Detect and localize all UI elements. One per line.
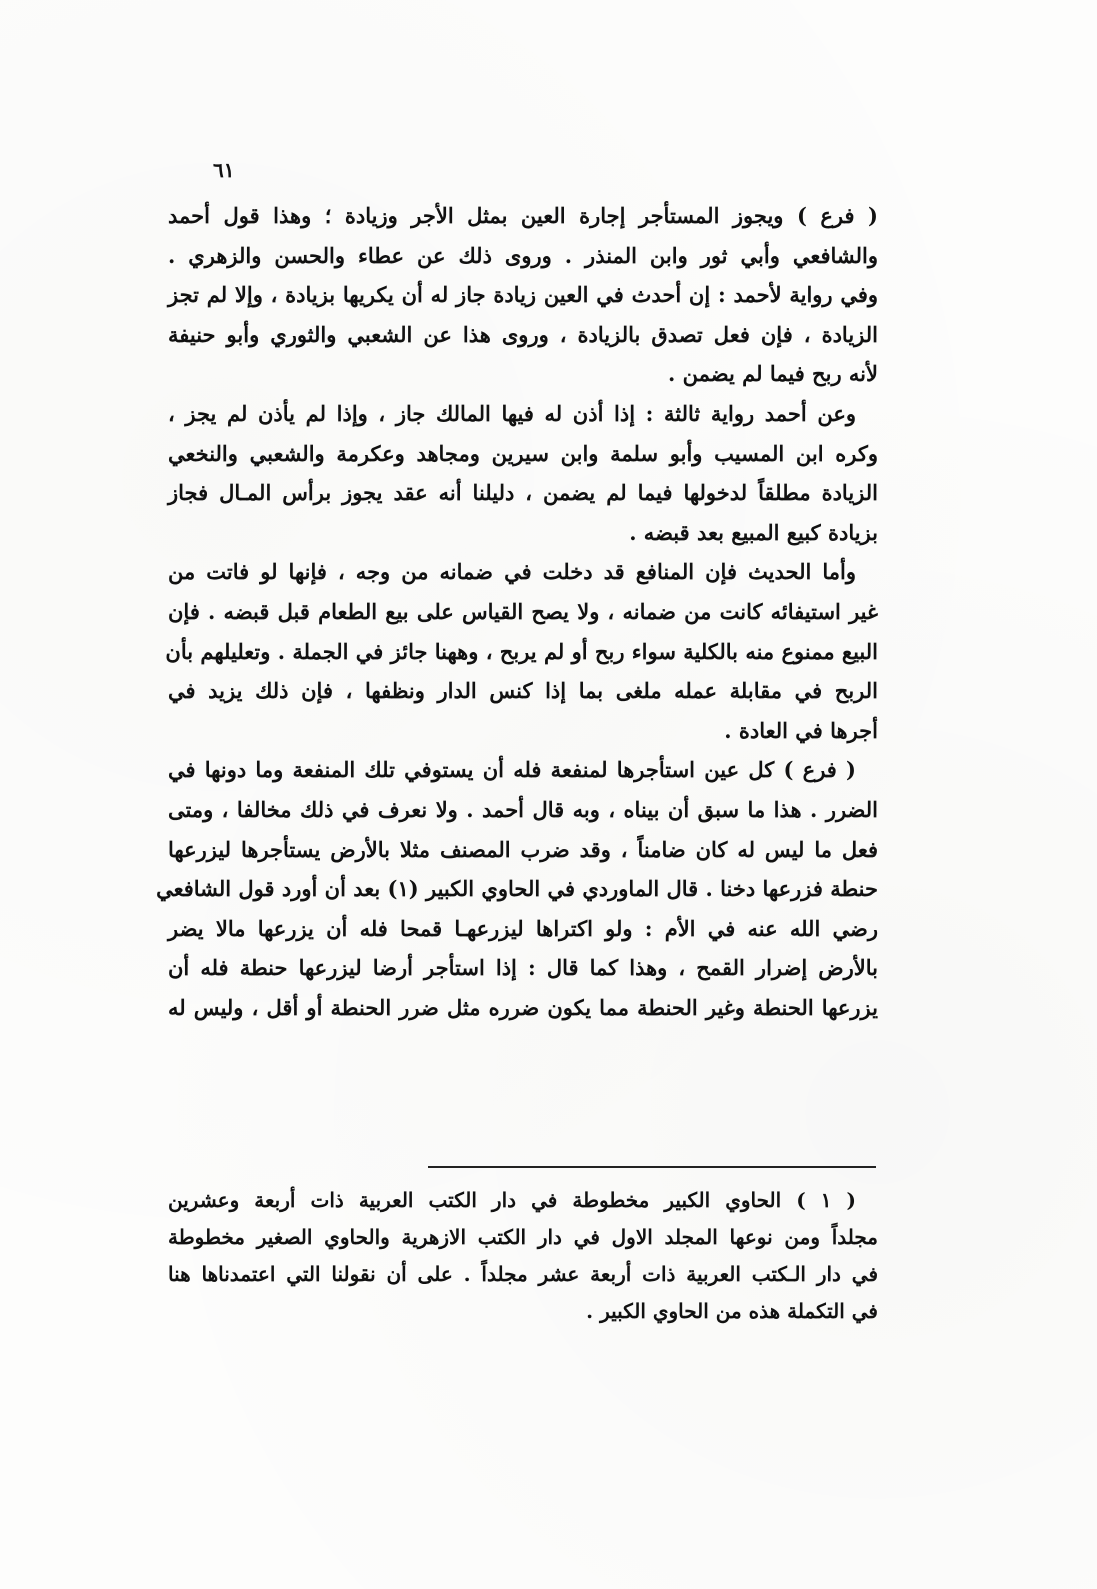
text-line: والشافعي وأبي ثور وابن المنذر . وروى ذلك عن عطاء والحسن والزهري . bbox=[168, 242, 878, 268]
footnote-line: في التكملة هذه من الحاوي الكبير . bbox=[586, 1299, 878, 1323]
text-line: فعل ما ليس له كان ضامناً ، وقد ضرب المصنف مثلا بالأرض يستأجرها ليزرعها bbox=[168, 836, 878, 862]
footnote-divider bbox=[428, 1166, 876, 1168]
text-line: بزيادة كبيع المبيع بعد قبضه . bbox=[629, 519, 878, 545]
text-line: الزيادة مطلقاً لدخولها فيما لم يضمن ، دليلنا أنه عقد يجوز برأس المـال فجاز bbox=[168, 480, 878, 506]
paragraph-3 bbox=[165, 552, 878, 750]
text-line: غير استيفائه كانت من ضمانه ، ولا يصح القياس على بيع الطعام قبل قبضه . فإن bbox=[168, 598, 878, 624]
page-number: ٦١ bbox=[213, 158, 235, 182]
paragraph-4 bbox=[156, 750, 878, 1027]
text-line: البيع ممنوع منه بالكلية سواء ربح أو لم يربح ، وههنا جائز في الجملة . وتعليلهم بأن bbox=[165, 638, 878, 664]
text-line: الضرر . هذا ما سبق أن بيناه ، وبه قال أحمد . ولا نعرف في ذلك مخالفا ، ومتى bbox=[168, 796, 878, 822]
footnote-line: مجلداً ومن نوعها المجلد الاول في دار الكتب الازهرية والحاوي الصغير مخطوطة bbox=[168, 1225, 878, 1249]
paragraph-1 bbox=[168, 196, 878, 394]
footnote-line: ( ١ ) الحاوي الكبير مخطوطة في دار الكتب العربية ذات أربعة وعشرين bbox=[168, 1188, 857, 1212]
text-line: لأنه ربح فيما لم يضمن . bbox=[668, 361, 878, 387]
text-line: حنطة فزرعها دخنا . قال الماوردي في الحاوي الكبير (١) بعد أن أورد قول الشافعي bbox=[156, 876, 878, 902]
text-line: يزرعها الحنطة وغير الحنطة مما يكون ضرره مثل ضرر الحنطة أو أقل ، وليس له bbox=[168, 994, 878, 1020]
text-line: وأما الحديث فإن المنافع قد دخلت في ضمانه من وجه ، فإنها لو فاتت من bbox=[168, 559, 856, 585]
text-line: الزيادة ، فإن فعل تصدق بالزيادة ، وروى هذا عن الشعبي والثوري وأبو حنيفة bbox=[168, 321, 878, 347]
paragraph-2 bbox=[168, 394, 878, 552]
text-line: ( فرع ) كل عين استأجرها لمنفعة فله أن يستوفي تلك المنفعة وما دونها في bbox=[168, 757, 856, 783]
main-text bbox=[156, 196, 878, 1027]
text-line: بالأرض إضرار القمح ، وهذا كما قال : إذا استأجر أرضا ليزرعها حنطة فله أن bbox=[168, 955, 878, 981]
text-line: وفي رواية لأحمد : إن أحدث في العين زيادة جاز له أن يكريها بزيادة ، وإلا لم تجز bbox=[168, 282, 878, 308]
text-line: رضي الله عنه في الأم : ولو اكتراها ليزرعهـا قمحا فله أن يزرعها مالا يضر bbox=[168, 915, 878, 941]
footnote-line: في دار الـكتب العربية ذات أربعة عشر مجلداً . على أن نقولنا التي اعتمدناها هنا bbox=[168, 1262, 878, 1286]
text-line: ( فرع ) ويجوز المستأجر إجارة العين بمثل الأجر وزيادة ؛ وهذا قول أحمد bbox=[168, 203, 878, 228]
text-line: وعن أحمد رواية ثالثة : إذا أذن له فيها المالك جاز ، وإذا لم يأذن لم يجز ، bbox=[168, 400, 856, 426]
footnote bbox=[168, 1182, 878, 1330]
text-line: وكره ابن المسيب وأبو سلمة وابن سيرين ومجاهد وعكرمة والشعبي والنخعي bbox=[168, 440, 878, 466]
text-line: الربح في مقابلة عمله ملغى بما إذا كنس الدار ونظفها ، فإن ذلك يزيد في bbox=[168, 678, 878, 704]
text-line: أجرها في العادة . bbox=[724, 717, 878, 743]
